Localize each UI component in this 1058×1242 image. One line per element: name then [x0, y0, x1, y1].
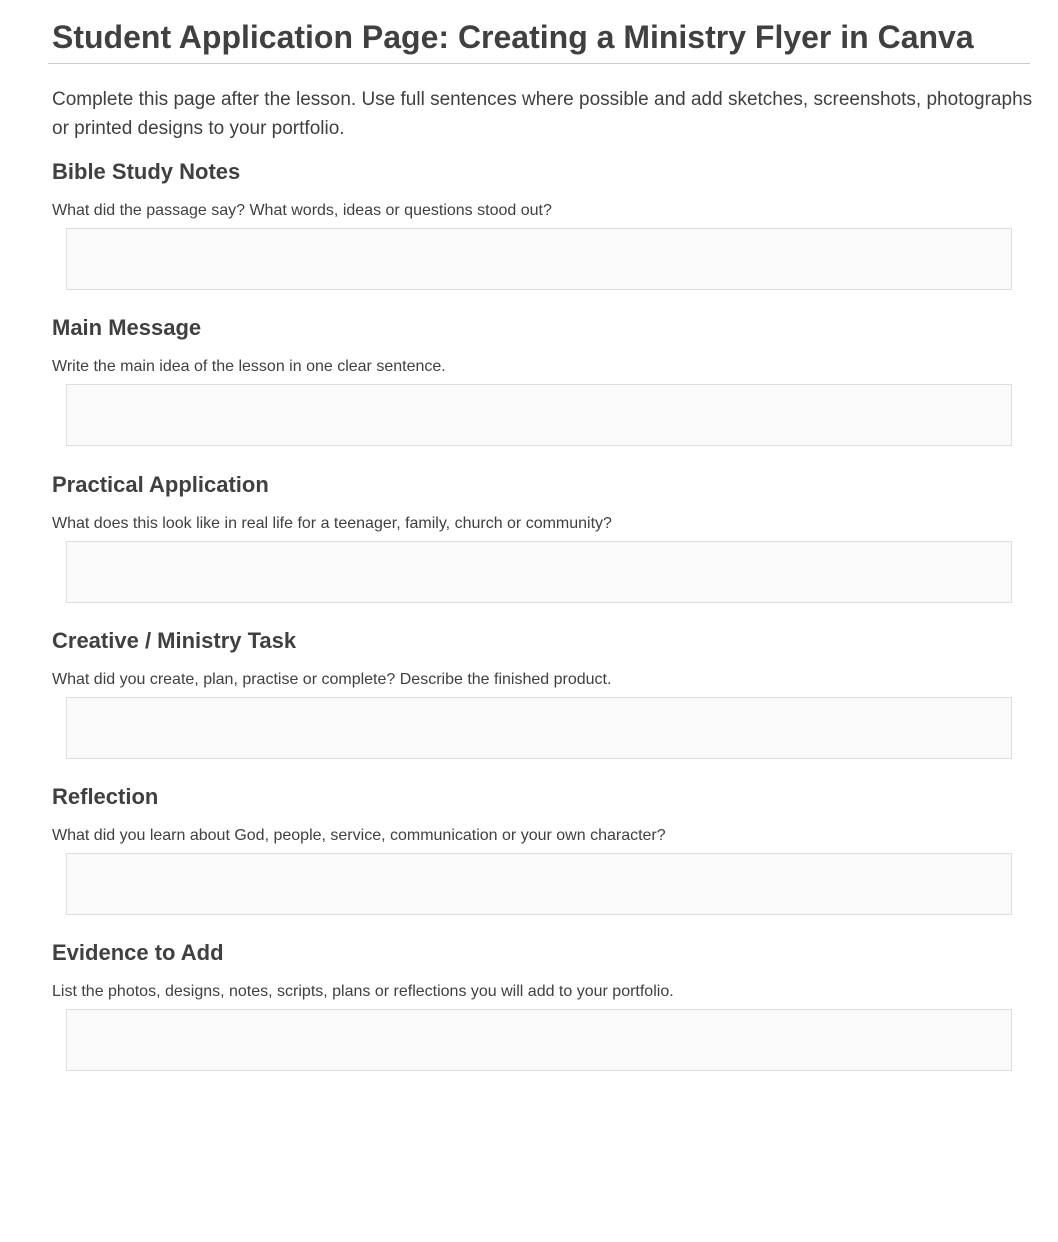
section-heading: Evidence to Add [52, 940, 224, 965]
section-heading: Creative / Ministry Task [52, 628, 297, 653]
title-divider [48, 63, 1030, 64]
section-practical-application [0, 471, 1058, 621]
section-bible-study-notes [0, 158, 1058, 308]
section-prompt: What did you create, plan, practise or complete? Describe the finished product. [52, 671, 612, 688]
section-creative-ministry-task [0, 627, 1058, 777]
bible-study-notes-answer-box[interactable] [66, 228, 1012, 290]
section-prompt: What did you learn about God, people, service, communication or your own character? [52, 827, 666, 844]
page-title: Student Application Page: Creating a Ministry Flyer in Canva [52, 19, 974, 55]
section-prompt: What does this look like in real life for a teenager, family, church or community? [52, 515, 612, 532]
main-message-answer-box[interactable] [66, 384, 1012, 446]
section-heading: Bible Study Notes [52, 159, 241, 184]
section-prompt: List the photos, designs, notes, scripts, plans or reflections you will add to your portfolio. [52, 983, 674, 1000]
creative-ministry-task-answer-box[interactable] [66, 697, 1012, 759]
practical-application-answer-box[interactable] [66, 541, 1012, 603]
reflection-answer-box[interactable] [66, 853, 1012, 915]
section-reflection [0, 783, 1058, 933]
section-heading: Main Message [52, 315, 202, 340]
section-prompt: What did the passage say? What words, ideas or questions stood out? [52, 202, 552, 219]
section-heading: Practical Application [52, 472, 269, 497]
evidence-to-add-answer-box[interactable] [66, 1009, 1012, 1071]
section-evidence-to-add [0, 939, 1058, 1089]
intro-instructions: Complete this page after the lesson. Use full sentences where possible and add sketches, screenshots, photographs or printed designs to your portfolio. [52, 89, 1033, 139]
section-main-message [0, 314, 1058, 464]
section-heading: Reflection [52, 784, 159, 809]
section-prompt: Write the main idea of the lesson in one clear sentence. [52, 358, 446, 375]
